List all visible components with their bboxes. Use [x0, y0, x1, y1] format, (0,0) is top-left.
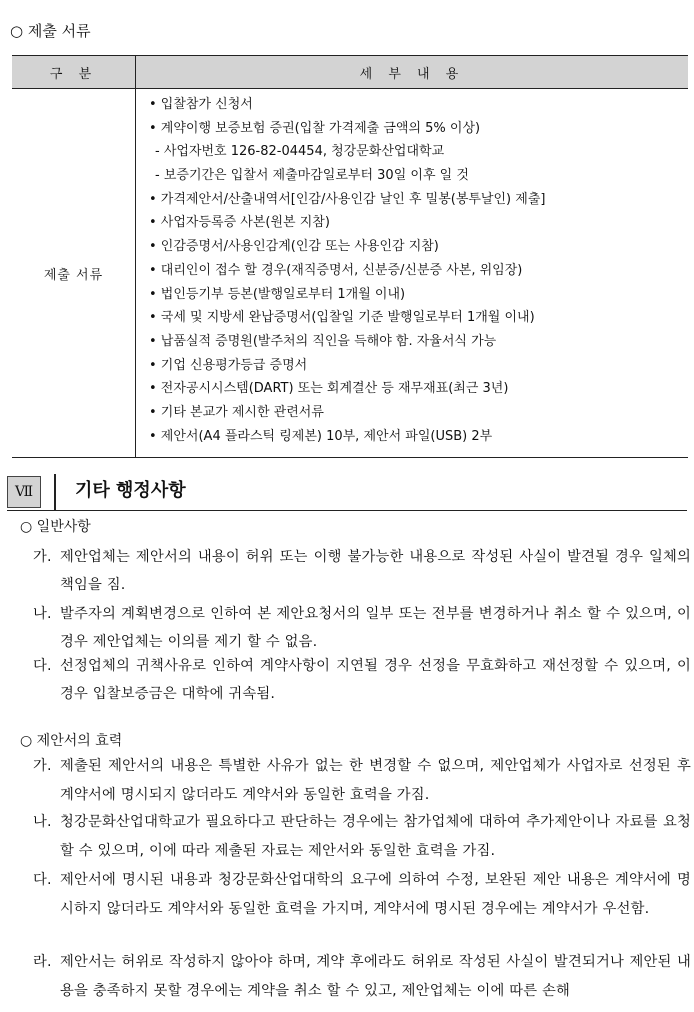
submission-heading: ○ 제출 서류	[10, 22, 91, 40]
effect-item	[33, 948, 691, 1006]
chapter-number: Ⅶ	[7, 476, 41, 508]
list-item: • 전자공시시스템(DART) 또는 회계결산 등 재무재표(최근 3년)	[149, 381, 509, 397]
item-label: 다.	[33, 872, 52, 888]
chapter-divider	[54, 474, 56, 510]
item-label: 나.	[33, 814, 52, 830]
list-item: • 법인등기부 등본(발행일로부터 1개월 이내)	[149, 286, 406, 302]
item-label: 가.	[33, 549, 52, 565]
list-item: • 가격제안서/산출내역서[인감/사용인감 날인 후 밀봉(봉투날인) 제출]	[149, 191, 546, 207]
list-item: - 사업자번호 126-82-04454, 청강문화산업대학교	[155, 144, 445, 160]
item-text: 선정업체의 귀책사유로 인하여 계약사항이 지연될 경우 선정을 무효화하고 재선정할 수 있으며, 이 경우 입찰보증금은 대학에 귀속됨.	[60, 658, 691, 702]
chapter-title: 기타 행정사항	[75, 480, 186, 501]
item-label: 라.	[33, 954, 52, 970]
list-item: • 납품실적 증명원(발주처의 직인을 득해야 함. 자율서식 가능	[149, 333, 497, 349]
document-list	[137, 90, 687, 456]
effect-heading: ○ 제안서의 효력	[20, 733, 123, 749]
effect-item	[33, 808, 691, 866]
list-item: • 기타 본교가 제시한 관련서류	[149, 404, 324, 420]
list-item: • 사업자등록증 사본(원본 지참)	[149, 215, 330, 231]
general-item	[33, 652, 691, 708]
list-item: • 계약이행 보증보험 증권(입찰 가격제출 금액의 5% 이상)	[149, 120, 481, 136]
list-item: • 기업 신용평가등급 증명서	[149, 357, 308, 373]
list-item: • 입찰참가 신청서	[149, 97, 253, 112]
col-header-category: 구 분	[12, 56, 136, 89]
item-text: 청강문화산업대학교가 필요하다고 판단하는 경우에는 참가업체에 대하여 추가제안이나 자료를 요청할 수 있으며, 이에 따라 제출된 자료는 제안서와 동일한 효력을 가짐.	[60, 814, 691, 859]
item-label: 가.	[33, 758, 52, 774]
effect-item	[33, 866, 691, 924]
item-text: 제안서는 허위로 작성하지 않아야 하며, 계약 후에라도 허위로 작성된 사실이 발견되거나 제안된 내용을 충족하지 못할 경우에는 계약을 취소 할 수 있고, 제안업체는 이에 따른 손해	[60, 954, 691, 999]
item-text: 제안서에 명시된 내용과 청강문화산업대학의 요구에 의하여 수정, 보완된 제안 내용은 계약서에 명시하지 않더라도 계약서와 동일한 효력을 가지며, 계약서에 명시된 경우에는 계약서가 우선함.	[60, 872, 691, 917]
submission-table	[12, 55, 688, 458]
item-text: 제안업체는 제안서의 내용이 허위 또는 이행 불가능한 내용으로 작성된 사실이 발견될 경우 일체의 책임을 짐.	[60, 549, 691, 593]
general-heading: ○ 일반사항	[20, 519, 91, 535]
table-row	[12, 89, 688, 458]
list-item: - 보증기간은 입찰서 제출마감일로부터 30일 이후 일 것	[155, 168, 469, 184]
list-item: • 국세 및 지방세 완납증명서(입찰일 기준 발행일로부터 1개월 이내)	[149, 310, 535, 326]
list-item: • 인감증명서/사용인감계(인감 또는 사용인감 지참)	[149, 239, 439, 255]
details-cell	[136, 89, 689, 458]
item-text: 발주자의 계획변경으로 인하여 본 제안요청서의 일부 또는 전부를 변경하거나 취소 할 수 있으며, 이 경우 제안업체는 이의를 제기 할 수 없음.	[60, 606, 691, 650]
item-text: 제출된 제안서의 내용은 특별한 사유가 없는 한 변경할 수 없으며, 제안업체가 사업자로 선정된 후 계약서에 명시되지 않더라도 계약서와 동일한 효력을 가짐.	[60, 758, 691, 803]
chapter-header	[7, 472, 687, 511]
general-item	[33, 600, 691, 656]
item-label: 나.	[33, 606, 52, 622]
list-item: • 대리인이 접수 할 경우(재직증명서, 신분증/신분증 사본, 위임장)	[149, 262, 523, 278]
item-label: 다.	[33, 658, 52, 674]
effect-item	[33, 752, 691, 810]
row-label: 제출 서류	[12, 89, 136, 458]
list-item: • 제안서(A4 플라스틱 링제본) 10부, 제안서 파일(USB) 2부	[149, 428, 493, 444]
col-header-details: 세 부 내 용	[136, 56, 689, 89]
general-item	[33, 543, 691, 599]
